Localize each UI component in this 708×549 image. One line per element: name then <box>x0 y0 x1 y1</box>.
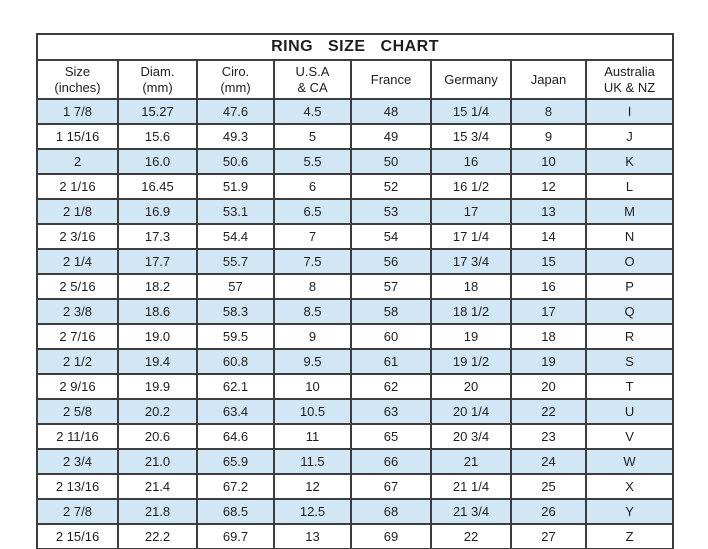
cell-australia-uk-nz: S <box>586 349 673 374</box>
cell-japan: 18 <box>511 324 586 349</box>
cell-australia-uk-nz: O <box>586 249 673 274</box>
cell-australia-uk-nz: W <box>586 449 673 474</box>
table-row <box>37 399 673 424</box>
cell-usa-ca: 6.5 <box>274 199 351 224</box>
table-row <box>37 224 673 249</box>
cell-germany: 20 <box>431 374 511 399</box>
cell-usa-ca: 7 <box>274 224 351 249</box>
column-header-label: Diam. <box>140 64 175 80</box>
cell-size-inches: 2 <box>37 149 118 174</box>
cell-france: 67 <box>351 474 431 499</box>
cell-australia-uk-nz: I <box>586 99 673 124</box>
cell-japan: 10 <box>511 149 586 174</box>
cell-australia-uk-nz: L <box>586 174 673 199</box>
cell-germany: 22 <box>431 524 511 549</box>
cell-diam-mm: 16.0 <box>118 149 197 174</box>
cell-france: 58 <box>351 299 431 324</box>
cell-diam-mm: 16.9 <box>118 199 197 224</box>
cell-france: 48 <box>351 99 431 124</box>
cell-australia-uk-nz: X <box>586 474 673 499</box>
cell-circ-mm: 58.3 <box>197 299 274 324</box>
cell-australia-uk-nz: Z <box>586 524 673 549</box>
cell-size-inches: 2 13/16 <box>37 474 118 499</box>
cell-germany: 20 1/4 <box>431 399 511 424</box>
cell-size-inches: 2 3/8 <box>37 299 118 324</box>
ring-size-chart-table <box>36 33 674 549</box>
cell-france: 69 <box>351 524 431 549</box>
column-header-sublabel: & CA <box>297 79 328 95</box>
cell-japan: 9 <box>511 124 586 149</box>
cell-australia-uk-nz: U <box>586 399 673 424</box>
cell-size-inches: 2 1/4 <box>37 249 118 274</box>
column-header-diam-mm <box>118 60 197 99</box>
cell-japan: 27 <box>511 524 586 549</box>
cell-australia-uk-nz: R <box>586 324 673 349</box>
cell-japan: 19 <box>511 349 586 374</box>
table-row <box>37 274 673 299</box>
cell-diam-mm: 16.45 <box>118 174 197 199</box>
cell-diam-mm: 20.6 <box>118 424 197 449</box>
column-header-sublabel: (mm) <box>220 79 251 95</box>
cell-size-inches: 2 11/16 <box>37 424 118 449</box>
cell-france: 57 <box>351 274 431 299</box>
cell-germany: 15 3/4 <box>431 124 511 149</box>
column-header-sublabel: (inches) <box>54 79 101 95</box>
cell-france: 65 <box>351 424 431 449</box>
cell-usa-ca: 8.5 <box>274 299 351 324</box>
table-row <box>37 349 673 374</box>
cell-japan: 20 <box>511 374 586 399</box>
cell-france: 49 <box>351 124 431 149</box>
cell-australia-uk-nz: V <box>586 424 673 449</box>
cell-size-inches: 1 15/16 <box>37 124 118 149</box>
cell-france: 62 <box>351 374 431 399</box>
cell-diam-mm: 21.4 <box>118 474 197 499</box>
column-header-japan <box>511 60 586 99</box>
cell-diam-mm: 21.8 <box>118 499 197 524</box>
cell-france: 56 <box>351 249 431 274</box>
cell-diam-mm: 15.27 <box>118 99 197 124</box>
cell-usa-ca: 10 <box>274 374 351 399</box>
column-header-sublabel: UK & NZ <box>603 79 656 95</box>
table-row <box>37 99 673 124</box>
cell-diam-mm: 18.2 <box>118 274 197 299</box>
table-row <box>37 199 673 224</box>
cell-japan: 15 <box>511 249 586 274</box>
column-header-label: Size <box>64 64 91 80</box>
column-header-germany <box>431 60 511 99</box>
cell-diam-mm: 19.4 <box>118 349 197 374</box>
column-header-usa-ca <box>274 60 351 99</box>
cell-circ-mm: 67.2 <box>197 474 274 499</box>
cell-japan: 25 <box>511 474 586 499</box>
cell-circ-mm: 49.3 <box>197 124 274 149</box>
column-header-label: Australia <box>604 64 655 80</box>
cell-germany: 16 1/2 <box>431 174 511 199</box>
cell-size-inches: 2 7/16 <box>37 324 118 349</box>
column-header-circ-mm <box>197 60 274 99</box>
cell-germany: 19 1/2 <box>431 349 511 374</box>
cell-japan: 16 <box>511 274 586 299</box>
cell-japan: 14 <box>511 224 586 249</box>
table-row <box>37 124 673 149</box>
cell-diam-mm: 20.2 <box>118 399 197 424</box>
cell-size-inches: 2 3/16 <box>37 224 118 249</box>
table-row <box>37 149 673 174</box>
cell-france: 60 <box>351 324 431 349</box>
table-row <box>37 499 673 524</box>
table-row <box>37 374 673 399</box>
column-header-france <box>351 60 431 99</box>
cell-size-inches: 2 1/2 <box>37 349 118 374</box>
cell-germany: 18 <box>431 274 511 299</box>
cell-usa-ca: 11 <box>274 424 351 449</box>
cell-circ-mm: 51.9 <box>197 174 274 199</box>
cell-size-inches: 2 15/16 <box>37 524 118 549</box>
column-header-size-inches <box>37 60 118 99</box>
cell-germany: 18 1/2 <box>431 299 511 324</box>
cell-japan: 8 <box>511 99 586 124</box>
chart-title: RING SIZE CHART <box>37 34 673 60</box>
cell-france: 53 <box>351 199 431 224</box>
column-header-label: Ciro. <box>221 64 250 80</box>
column-header-label: Germany <box>444 71 498 87</box>
cell-japan: 22 <box>511 399 586 424</box>
cell-japan: 23 <box>511 424 586 449</box>
cell-circ-mm: 57 <box>197 274 274 299</box>
cell-australia-uk-nz: K <box>586 149 673 174</box>
cell-australia-uk-nz: M <box>586 199 673 224</box>
cell-size-inches: 2 3/4 <box>37 449 118 474</box>
cell-france: 54 <box>351 224 431 249</box>
cell-diam-mm: 17.7 <box>118 249 197 274</box>
table-row <box>37 424 673 449</box>
cell-size-inches: 2 7/8 <box>37 499 118 524</box>
cell-australia-uk-nz: J <box>586 124 673 149</box>
cell-usa-ca: 12.5 <box>274 499 351 524</box>
cell-diam-mm: 19.0 <box>118 324 197 349</box>
cell-circ-mm: 59.5 <box>197 324 274 349</box>
cell-usa-ca: 9 <box>274 324 351 349</box>
cell-diam-mm: 18.6 <box>118 299 197 324</box>
cell-circ-mm: 47.6 <box>197 99 274 124</box>
cell-circ-mm: 68.5 <box>197 499 274 524</box>
cell-diam-mm: 15.6 <box>118 124 197 149</box>
cell-diam-mm: 22.2 <box>118 524 197 549</box>
cell-germany: 17 1/4 <box>431 224 511 249</box>
cell-france: 66 <box>351 449 431 474</box>
table-row <box>37 174 673 199</box>
cell-usa-ca: 4.5 <box>274 99 351 124</box>
cell-usa-ca: 11.5 <box>274 449 351 474</box>
table-row <box>37 474 673 499</box>
cell-usa-ca: 5.5 <box>274 149 351 174</box>
cell-circ-mm: 55.7 <box>197 249 274 274</box>
cell-australia-uk-nz: Q <box>586 299 673 324</box>
cell-france: 50 <box>351 149 431 174</box>
table-row <box>37 524 673 549</box>
column-header-label: Japan <box>530 71 567 87</box>
cell-size-inches: 2 5/16 <box>37 274 118 299</box>
cell-japan: 17 <box>511 299 586 324</box>
cell-germany: 16 <box>431 149 511 174</box>
cell-germany: 21 1/4 <box>431 474 511 499</box>
cell-size-inches: 2 1/8 <box>37 199 118 224</box>
cell-usa-ca: 6 <box>274 174 351 199</box>
table-row <box>37 249 673 274</box>
cell-japan: 12 <box>511 174 586 199</box>
cell-australia-uk-nz: P <box>586 274 673 299</box>
cell-australia-uk-nz: N <box>586 224 673 249</box>
cell-size-inches: 2 5/8 <box>37 399 118 424</box>
cell-circ-mm: 69.7 <box>197 524 274 549</box>
column-header-label: U.S.A <box>295 64 330 80</box>
column-header-sublabel: (mm) <box>142 79 173 95</box>
cell-diam-mm: 21.0 <box>118 449 197 474</box>
cell-usa-ca: 10.5 <box>274 399 351 424</box>
cell-circ-mm: 62.1 <box>197 374 274 399</box>
table-row <box>37 324 673 349</box>
cell-france: 52 <box>351 174 431 199</box>
cell-germany: 20 3/4 <box>431 424 511 449</box>
cell-circ-mm: 54.4 <box>197 224 274 249</box>
header-row <box>37 60 673 99</box>
cell-germany: 17 3/4 <box>431 249 511 274</box>
cell-germany: 19 <box>431 324 511 349</box>
cell-usa-ca: 9.5 <box>274 349 351 374</box>
cell-usa-ca: 13 <box>274 524 351 549</box>
title-row <box>37 34 673 60</box>
cell-germany: 21 <box>431 449 511 474</box>
cell-germany: 21 3/4 <box>431 499 511 524</box>
cell-size-inches: 1 7/8 <box>37 99 118 124</box>
cell-usa-ca: 8 <box>274 274 351 299</box>
cell-circ-mm: 53.1 <box>197 199 274 224</box>
cell-circ-mm: 63.4 <box>197 399 274 424</box>
column-header-label: France <box>370 71 412 87</box>
cell-usa-ca: 5 <box>274 124 351 149</box>
column-header-australia-uk-nz <box>586 60 673 99</box>
cell-france: 63 <box>351 399 431 424</box>
cell-size-inches: 2 9/16 <box>37 374 118 399</box>
cell-usa-ca: 7.5 <box>274 249 351 274</box>
cell-france: 68 <box>351 499 431 524</box>
cell-japan: 26 <box>511 499 586 524</box>
cell-circ-mm: 60.8 <box>197 349 274 374</box>
cell-germany: 17 <box>431 199 511 224</box>
cell-size-inches: 2 1/16 <box>37 174 118 199</box>
cell-france: 61 <box>351 349 431 374</box>
cell-diam-mm: 17.3 <box>118 224 197 249</box>
table-row <box>37 299 673 324</box>
table-row <box>37 449 673 474</box>
cell-diam-mm: 19.9 <box>118 374 197 399</box>
cell-japan: 24 <box>511 449 586 474</box>
cell-australia-uk-nz: Y <box>586 499 673 524</box>
cell-circ-mm: 65.9 <box>197 449 274 474</box>
cell-australia-uk-nz: T <box>586 374 673 399</box>
cell-circ-mm: 64.6 <box>197 424 274 449</box>
cell-germany: 15 1/4 <box>431 99 511 124</box>
cell-usa-ca: 12 <box>274 474 351 499</box>
cell-circ-mm: 50.6 <box>197 149 274 174</box>
cell-japan: 13 <box>511 199 586 224</box>
